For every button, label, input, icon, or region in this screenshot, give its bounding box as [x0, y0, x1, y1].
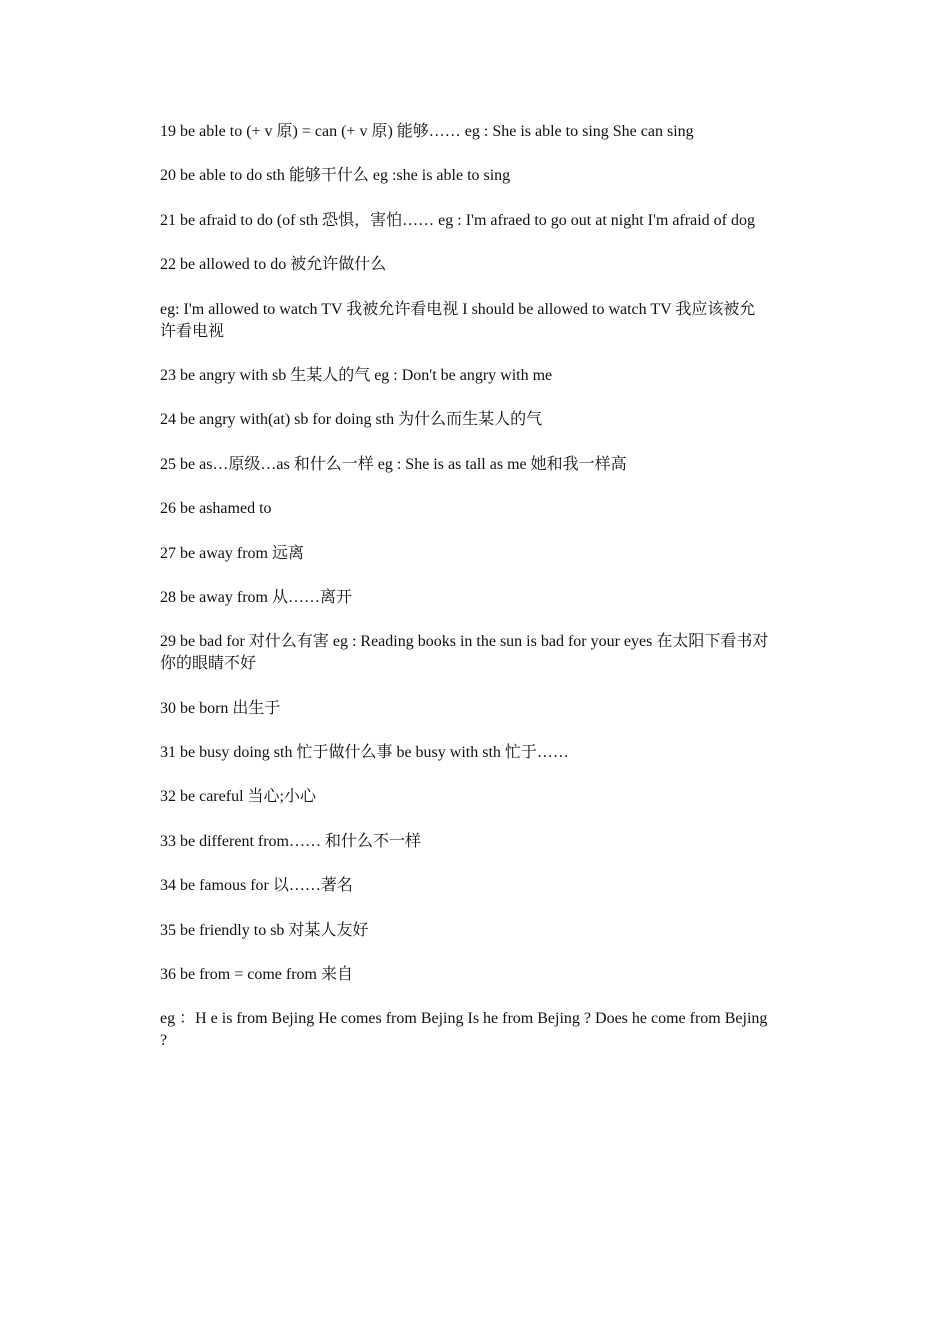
- phrase-entry-34: 34 be famous for 以……著名: [160, 877, 353, 895]
- phrase-entry-29: 29 be bad for 对什么有害 eg : Reading books in the sun is bad for your eyes 在太阳下看书对你的眼睛不好: [160, 633, 769, 673]
- phrase-entry-21: 21 be afraid to do (of sth 恐惧，害怕…… eg : I'm afraed to go out at night I'm afraid of dog: [160, 211, 755, 229]
- phrase-entry-25: 25 be as…原级…as 和什么一样 eg : She is as tall as me 她和我一样高: [160, 455, 627, 473]
- phrase-entry-30: 30 be born 出生于: [160, 699, 281, 717]
- phrase-entry-26: 26 be ashamed to: [160, 500, 272, 518]
- phrase-entry-31: 31 be busy doing sth 忙于做什么事 be busy with sth 忙于……: [160, 744, 569, 762]
- phrase-entry-20: 20 be able to do sth 能够干什么 eg :she is able to sing: [160, 167, 511, 185]
- phrase-entry-27: 27 be away from 远离: [160, 544, 304, 562]
- phrase-entry-28: 28 be away from 从……离开: [160, 588, 352, 606]
- phrase-entry-32: 32 be careful 当心;小心: [160, 788, 316, 806]
- phrase-entry-36: 36 be from = come from 来自: [160, 966, 353, 984]
- phrase-list: [160, 121, 770, 1075]
- phrase-entry-19: 19 be able to (+ v 原) = can (+ v 原) 能够…… eg : She is able to sing She can sing: [160, 123, 694, 140]
- phrase-entry-33: 33 be different from…… 和什么不一样: [160, 832, 421, 850]
- phrase-entry-35: 35 be friendly to sb 对某人友好: [160, 921, 369, 939]
- phrase-entry-23: 23 be angry with sb 生某人的气 eg : Don't be angry with me: [160, 366, 553, 384]
- phrase-entry-24: 24 be angry with(at) sb for doing sth 为什么而生某人的气: [160, 411, 543, 429]
- example-entry-22: eg: I'm allowed to watch TV 我被允许看电视 I should be allowed to watch TV 我应该被允许看电视: [160, 300, 756, 340]
- example-entry-36: eg ：H e is from Bejing He comes from Bejing Is he from Bejing ? Does he come from Bejing ?: [160, 1010, 768, 1050]
- phrase-entry-22: 22 be allowed to do 被允许做什么: [160, 256, 387, 274]
